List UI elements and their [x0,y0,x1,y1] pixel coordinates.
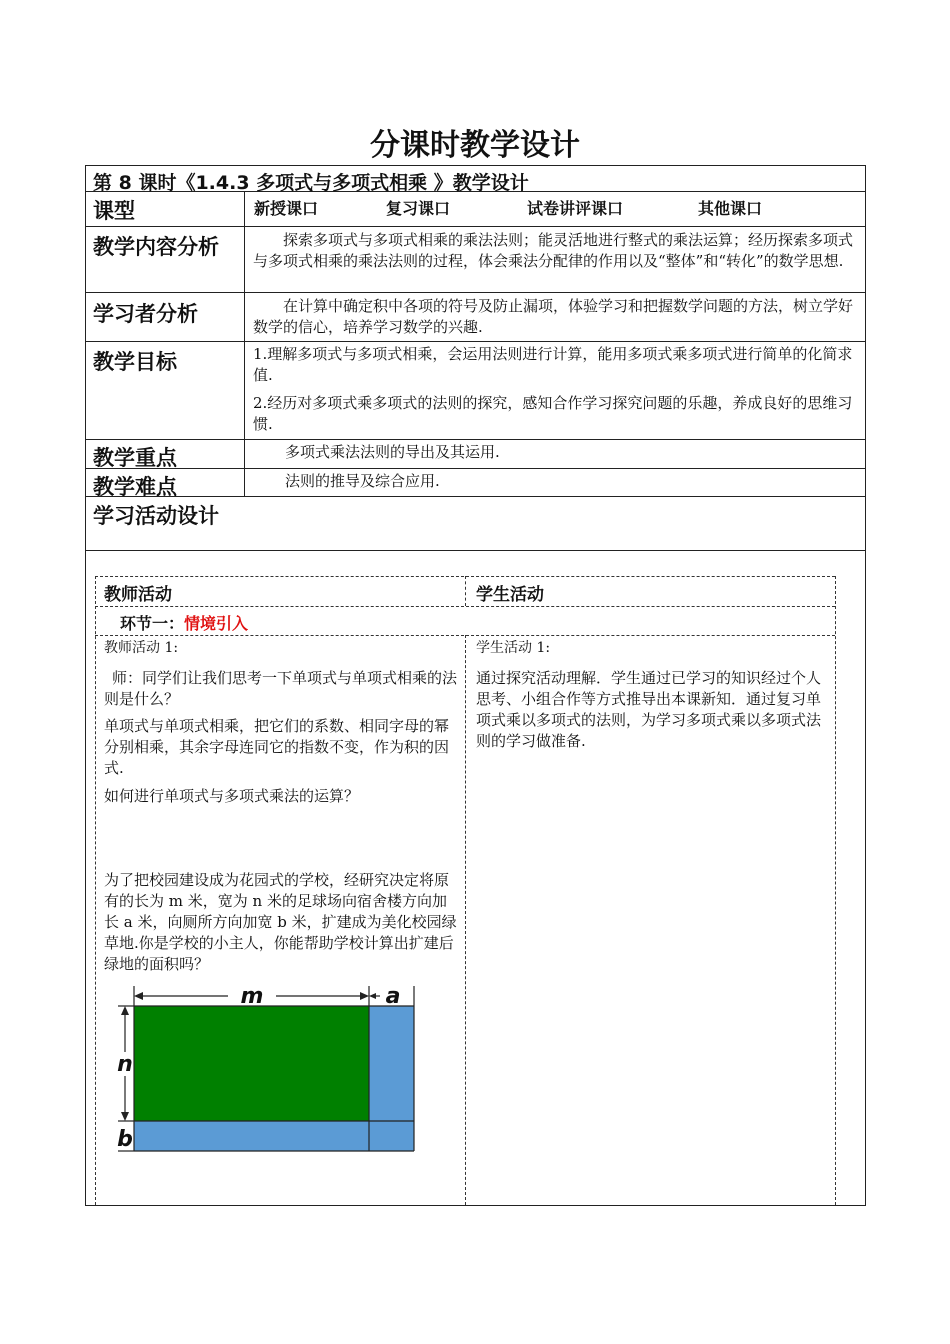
key-point-label: 教学重点 [93,446,177,470]
section-name: 情境引入 [184,614,249,633]
table-rule [85,550,866,551]
teacher-paragraph-3: 如何进行单项式与多项式乘法的运算？ [104,787,360,805]
table-rule [85,439,866,440]
table-rule [85,341,866,342]
table-border-left [85,165,86,1206]
teacher-activity-label: 教师活动 1: [104,640,179,656]
objective-item-1: 1.理解多项式与多项式相乘，会运用法则进行计算，能用多项式乘多项式进行简单的化简求值. [253,345,853,384]
course-type-review[interactable]: 复习课口 [386,199,451,218]
student-activity-label: 学生活动 1: [476,640,551,656]
activity-design-label: 学习活动设计 [93,504,219,528]
course-type-other[interactable]: 其他课口 [698,199,763,218]
objectives-label: 教学目标 [93,350,177,374]
activity-table-rule [95,606,835,607]
student-activity-text: 通过探究活动理解．学生通过已学习的知识经过个人思考、小组合作等方式推导出本课新知．通过复习单项式乘以多项式的法则，为学习多项式乘以多项式法则的学习做准备. [476,669,822,750]
label-n: n [117,1052,133,1077]
activity-table-divider [465,635,466,1205]
teacher-paragraph-2: 单项式与单项式相乘，把它们的系数、相同字母的幂分别相乘，其余字母连同它的指数不变，作为积的因式. [104,717,450,777]
teacher-activity-header: 教师活动 [104,585,172,605]
activity-table-border [95,576,96,1205]
activity-table-border [835,576,836,1205]
table-border-right [865,165,866,1206]
objective-item-2: 2.经历对多项式乘多项式的法则的探究，感知合作学习探究问题的乐趣，养成良好的思维习惯. [253,394,853,433]
difficulty-text: 法则的推导及综合应用. [285,472,440,490]
table-rule [85,226,866,227]
original-field [134,1006,369,1121]
difficulty-label: 教学难点 [93,475,177,499]
page-title: 分课时教学设计 [370,128,580,163]
extension-length [369,1006,414,1121]
table-rule [85,468,866,469]
table-border-top [85,165,866,166]
table-rule [85,292,866,293]
teacher-paragraph-1: 师：同学们让我们思考一下单项式与单项式相乘的法则是什么？ [104,669,458,708]
content-analysis-label: 教学内容分析 [93,235,219,259]
student-activity-header: 学生活动 [476,585,544,605]
extension-width [134,1121,414,1151]
key-point-text: 多项式乘法法则的导出及其运用. [285,443,500,461]
content-analysis-text: 探索多项式与多项式相乘的乘法法则；能灵活地进行整式的乘法运算；经历探索多项式与多项式相乘的乘法法则的过程，体会乘法分配律的作用以及“整体”和“转化”的数学思想. [253,231,854,270]
activity-table-divider [465,576,466,606]
label-m: m [240,984,264,1009]
field-diagram [110,978,425,1158]
section-header [120,611,248,634]
learner-analysis-label: 学习者分析 [93,302,198,326]
section-prefix: 环节一： [120,614,185,633]
table-border-bottom [85,1205,866,1206]
lesson-title: 第 8 课时《1.4.3 多项式与多项式相乘 》教学设计 [93,172,529,194]
learner-analysis-text: 在计算中确定积中各项的符号及防止漏项，体验学习和把握数学问题的方法，树立学好数学的信心，培养学习数学的兴趣. [253,297,854,336]
label-a: a [385,984,401,1009]
course-type-exam-review[interactable]: 试卷讲评课口 [527,199,624,218]
course-type-label: 课型 [93,199,135,223]
teacher-paragraph-4: 为了把校园建设成为花园式的学校，经研究决定将原有的长为 m 米，宽为 n 米的足球场向宿舍楼方向加长 a 米，向厕所方向加宽 b 米，扩建成为美化校园绿草地.你是学校的小主人，你能帮助学校计算出扩建后绿地的面积吗？ [104,871,457,973]
label-b: b [117,1127,133,1152]
table-rule [85,496,866,497]
table-column-divider [244,191,245,496]
course-type-new[interactable]: 新授课口 [254,199,319,218]
